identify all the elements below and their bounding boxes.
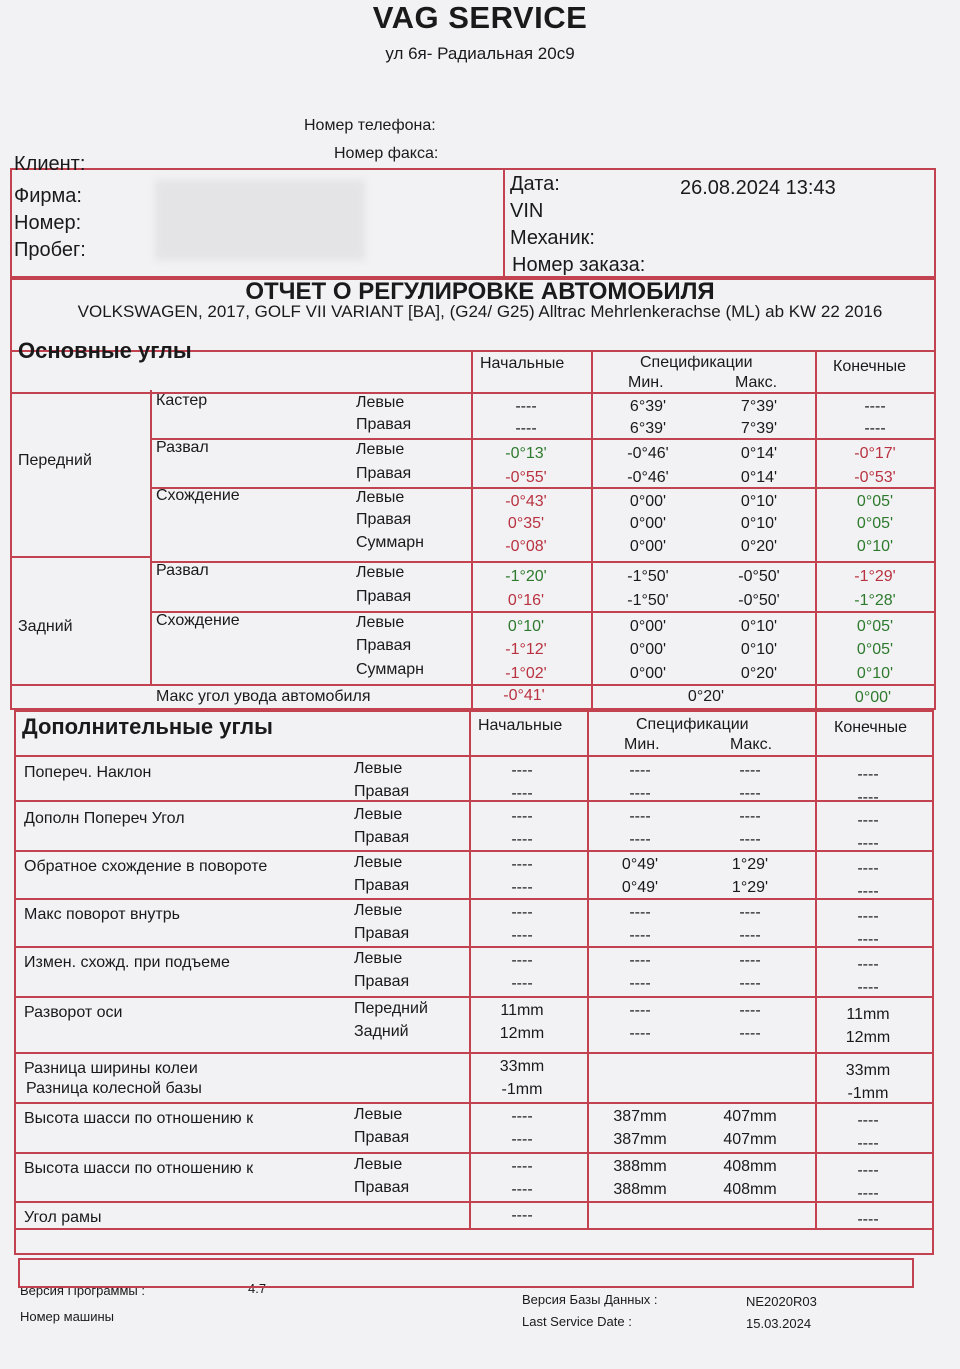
thrust-spec-value: 0°20' bbox=[687, 688, 725, 705]
order-number-label: Номер заказа: bbox=[512, 254, 646, 276]
extra-final-value: ---- bbox=[857, 1185, 879, 1202]
main-final-value: 0°05' bbox=[856, 641, 894, 658]
extra-final-value: ---- bbox=[857, 789, 879, 806]
extra-max-value: ---- bbox=[739, 808, 761, 825]
extra-group-label: Высота шасси по отношению к bbox=[24, 1160, 254, 1177]
main-side-label: Левые bbox=[356, 489, 405, 506]
main-side-label: Суммарн bbox=[356, 661, 425, 678]
main-min-value: 0°00' bbox=[629, 493, 667, 510]
main-final-value: -1°28' bbox=[854, 592, 896, 609]
main-side-label: Левые bbox=[356, 614, 405, 631]
extra-min-value: 388mm bbox=[613, 1158, 667, 1175]
main-max-value: 0°10' bbox=[740, 515, 778, 532]
extra-side-label: Правая bbox=[354, 877, 410, 894]
extra-initial-value: 12mm bbox=[499, 1025, 545, 1042]
main-min-value: 0°00' bbox=[629, 618, 667, 635]
extra-min-value: ---- bbox=[629, 1002, 651, 1019]
extra-final-value: ---- bbox=[857, 1211, 879, 1228]
redacted-area bbox=[155, 180, 365, 260]
extra-initial-value: ---- bbox=[511, 927, 533, 944]
extra-max-value: ---- bbox=[739, 975, 761, 992]
extra-group-line-3 bbox=[14, 946, 934, 948]
extra-side-label: Левые bbox=[354, 806, 403, 823]
extra-side-label: Правая bbox=[354, 1129, 410, 1146]
main-side-label: Правая bbox=[356, 465, 412, 482]
extra-final-value: ---- bbox=[857, 956, 879, 973]
extra-initial-value: ---- bbox=[511, 1181, 533, 1198]
main-max-value: 0°20' bbox=[740, 665, 778, 682]
extra-min-value: ---- bbox=[629, 927, 651, 944]
main-angles-title: Основные углы bbox=[18, 338, 192, 363]
main-side-label: Левые bbox=[356, 564, 405, 581]
main-max-value: 0°14' bbox=[740, 469, 778, 486]
main-min-value: 6°39' bbox=[629, 398, 667, 415]
program-version-value: 4.7 bbox=[248, 1281, 267, 1296]
extra-min-value: ---- bbox=[629, 762, 651, 779]
extra-max-value: ---- bbox=[739, 762, 761, 779]
main-final-value: 0°10' bbox=[856, 665, 894, 682]
extra-max-value: 1°29' bbox=[731, 879, 769, 896]
extra-max-value: 408mm bbox=[723, 1158, 777, 1175]
extra-side-label: Левые bbox=[354, 950, 403, 967]
main-col-max: Макс. bbox=[735, 374, 778, 391]
main-max-value: 0°14' bbox=[740, 445, 778, 462]
extra-max-value: 407mm bbox=[723, 1108, 777, 1125]
main-max-value: 0°10' bbox=[740, 493, 778, 510]
extra-side-label: Правая bbox=[354, 925, 410, 942]
report-title: ОТЧЕТ О РЕГУЛИРОВКЕ АВТОМОБИЛЯ bbox=[245, 278, 715, 305]
extra-final-value: 12mm bbox=[845, 1029, 891, 1046]
client-divider bbox=[503, 168, 505, 278]
main-group-line-0 bbox=[150, 438, 936, 440]
extra-max-value: 408mm bbox=[723, 1181, 777, 1198]
extra-group-label: Разница ширины колеи bbox=[24, 1060, 198, 1077]
extra-group-label: Измен. схожд. при подъеме bbox=[24, 954, 230, 971]
main-initial-value: ---- bbox=[515, 398, 537, 415]
main-initial-value: -0°13' bbox=[505, 445, 547, 462]
main-col-initial: Начальные bbox=[480, 355, 565, 372]
main-final-value: -0°17' bbox=[854, 445, 896, 462]
extra-initial-value: ---- bbox=[511, 952, 533, 969]
extra-final-value: ---- bbox=[857, 1162, 879, 1179]
extra-group-line-6 bbox=[14, 1102, 934, 1104]
main-max-value: -0°50' bbox=[738, 592, 780, 609]
extra-initial-value: ---- bbox=[511, 1108, 533, 1125]
extra-side-label: Левые bbox=[354, 902, 403, 919]
extra-final-value: ---- bbox=[857, 931, 879, 948]
extra-group-line-5 bbox=[14, 1052, 934, 1054]
extra-group-label: Макс поворот внутрь bbox=[24, 906, 180, 923]
program-version-label: Версия Программы : bbox=[20, 1283, 145, 1298]
extra-min-value: 0°49' bbox=[621, 879, 659, 896]
main-final-value: ---- bbox=[864, 420, 886, 437]
main-final-value: ---- bbox=[864, 398, 886, 415]
main-final-value: 0°05' bbox=[856, 493, 894, 510]
extra-min-value: ---- bbox=[629, 952, 651, 969]
extra-side-label: Правая bbox=[354, 829, 410, 846]
extra-initial-value: ---- bbox=[511, 856, 533, 873]
machine-number-label: Номер машины bbox=[20, 1309, 115, 1324]
fax-label: Номер факса: bbox=[334, 145, 439, 162]
firm-label: Фирма: bbox=[14, 185, 82, 207]
main-final-value: -0°53' bbox=[854, 469, 896, 486]
extra-angles-title: Дополнительные углы bbox=[22, 714, 273, 739]
extra-col-max: Макс. bbox=[730, 736, 773, 753]
main-max-value: 0°20' bbox=[740, 538, 778, 555]
col-initial-left bbox=[471, 350, 473, 710]
main-final-value: -1°29' bbox=[854, 568, 896, 585]
client-label: Клиент: bbox=[14, 153, 86, 175]
extra-initial-value: ---- bbox=[511, 1158, 533, 1175]
extra-side-label: Правая bbox=[354, 973, 410, 990]
main-initial-value: -0°55' bbox=[505, 469, 547, 486]
empty-row-frame bbox=[18, 1258, 914, 1288]
main-initial-value: -1°02' bbox=[505, 665, 547, 682]
extra-initial-value: ---- bbox=[511, 785, 533, 802]
extra-initial-value: ---- bbox=[511, 808, 533, 825]
extra-side-label: Правая bbox=[354, 783, 410, 800]
main-initial-value: ---- bbox=[515, 420, 537, 437]
main-min-value: 0°00' bbox=[629, 538, 667, 555]
extra-group-label: Попереч. Наклон bbox=[24, 764, 152, 781]
extra-final-value: -1mm bbox=[847, 1085, 889, 1102]
extra-group-line-0 bbox=[14, 800, 934, 802]
main-min-value: -1°50' bbox=[627, 568, 669, 585]
extra-max-value: ---- bbox=[739, 1025, 761, 1042]
thrust-angle-label: Макс угол увода автомобиля bbox=[156, 688, 371, 705]
extra-min-value: 0°49' bbox=[621, 856, 659, 873]
extra-group-label-2: Разница колесной базы bbox=[26, 1080, 202, 1097]
extra-min-value: ---- bbox=[629, 975, 651, 992]
extra-initial-value: ---- bbox=[511, 1207, 533, 1224]
extra-side-label: Левые bbox=[354, 1106, 403, 1123]
extra-min-value: 388mm bbox=[613, 1181, 667, 1198]
extra-max-value: ---- bbox=[739, 904, 761, 921]
extra-min-value: ---- bbox=[629, 785, 651, 802]
col-spec-left bbox=[591, 350, 593, 710]
main-side-label: Суммарн bbox=[356, 534, 425, 551]
main-min-value: 0°00' bbox=[629, 665, 667, 682]
extra-final-value: 33mm bbox=[845, 1062, 891, 1079]
thrust-final-value: 0°00' bbox=[854, 689, 892, 706]
main-subheader-line bbox=[10, 392, 936, 394]
thrust-line-top bbox=[10, 684, 936, 686]
extra-final-value: 11mm bbox=[846, 1006, 890, 1023]
extra-header-line bbox=[14, 755, 934, 757]
main-initial-value: -0°08' bbox=[505, 538, 547, 555]
extra-col-spec: Спецификации bbox=[636, 716, 749, 733]
main-max-value: -0°50' bbox=[738, 568, 780, 585]
main-initial-value: 0°10' bbox=[507, 618, 545, 635]
date-value: 26.08.2024 13:43 bbox=[680, 177, 836, 199]
main-initial-value: -0°43' bbox=[505, 493, 547, 510]
rear-axle-label: Задний bbox=[18, 618, 73, 635]
main-param-label: Схождение bbox=[156, 487, 240, 504]
db-version-label: Версия Базы Данных : bbox=[522, 1292, 658, 1307]
main-group-line-1 bbox=[150, 487, 936, 489]
extra-side-label: Левые bbox=[354, 854, 403, 871]
extra-final-value: ---- bbox=[857, 812, 879, 829]
extra-final-value: ---- bbox=[857, 908, 879, 925]
main-side-label: Левые bbox=[356, 441, 405, 458]
extra-min-value: ---- bbox=[629, 1025, 651, 1042]
extra-final-value: ---- bbox=[857, 835, 879, 852]
last-service-value: 15.03.2024 bbox=[746, 1316, 812, 1331]
extra-col-final: Конечные bbox=[834, 719, 907, 736]
front-axle-label: Передний bbox=[18, 452, 92, 469]
mechanic-label: Механик: bbox=[510, 227, 595, 249]
main-side-label: Правая bbox=[356, 588, 412, 605]
main-min-value: -1°50' bbox=[627, 592, 669, 609]
extra-final-value: ---- bbox=[857, 860, 879, 877]
main-max-value: 7°39' bbox=[740, 398, 778, 415]
main-param-label: Развал bbox=[156, 562, 209, 579]
phone-label: Номер телефона: bbox=[304, 117, 436, 134]
extra-final-value: ---- bbox=[857, 979, 879, 996]
extra-max-value: 407mm bbox=[723, 1131, 777, 1148]
main-side-label: Правая bbox=[356, 511, 412, 528]
extra-initial-value: ---- bbox=[511, 904, 533, 921]
extra-group-line-4 bbox=[14, 996, 934, 998]
extra-final-value: ---- bbox=[857, 766, 879, 783]
main-initial-value: 0°35' bbox=[507, 515, 545, 532]
main-min-value: -0°46' bbox=[627, 469, 669, 486]
extra-max-value: ---- bbox=[739, 927, 761, 944]
extra-side-label: Передний bbox=[354, 1000, 428, 1017]
extra-min-value: ---- bbox=[629, 831, 651, 848]
extra-max-value: ---- bbox=[739, 785, 761, 802]
extra-col-min: Мин. bbox=[624, 736, 660, 753]
main-final-value: 0°05' bbox=[856, 618, 894, 635]
vehicle-description: VOLKSWAGEN, 2017, GOLF VII VARIANT [BA], (G24/ G25) Alltrac Mehrlenkerachse (ML) ab KW 22 2016 bbox=[77, 302, 883, 321]
company-title: VAG SERVICE bbox=[372, 0, 588, 35]
db-version-value: NE2020R03 bbox=[746, 1294, 817, 1309]
main-col-min: Мин. bbox=[628, 374, 664, 391]
main-side-label: Правая bbox=[356, 416, 412, 433]
extra-initial-value: ---- bbox=[511, 975, 533, 992]
main-param-label: Схождение bbox=[156, 612, 240, 629]
extra-initial-value: ---- bbox=[511, 831, 533, 848]
extra-max-value: ---- bbox=[739, 1002, 761, 1019]
extra-max-value: ---- bbox=[739, 952, 761, 969]
company-address: ул 6я- Радиальная 20с9 bbox=[385, 44, 575, 63]
extra-side-label: Левые bbox=[354, 760, 403, 777]
extra-initial-value: -1mm bbox=[501, 1081, 543, 1098]
main-initial-value: -1°12' bbox=[505, 641, 547, 658]
extra-side-label: Задний bbox=[354, 1023, 409, 1040]
extra-initial-value: 33mm bbox=[499, 1058, 545, 1075]
extra-col-initial: Начальные bbox=[478, 717, 563, 734]
extra-final-value: ---- bbox=[857, 1135, 879, 1152]
main-min-value: -0°46' bbox=[627, 445, 669, 462]
front-rear-divider bbox=[10, 556, 150, 558]
main-initial-value: -1°20' bbox=[505, 568, 547, 585]
mileage-label: Пробег: bbox=[14, 239, 86, 261]
main-side-label: Правая bbox=[356, 637, 412, 654]
extra-group-line-8 bbox=[14, 1201, 934, 1203]
main-group-line-2 bbox=[150, 561, 936, 563]
main-col-final: Конечные bbox=[833, 358, 906, 375]
main-max-value: 7°39' bbox=[740, 420, 778, 437]
extra-side-label: Правая bbox=[354, 1179, 410, 1196]
extra-final-value: ---- bbox=[857, 883, 879, 900]
col-final-left bbox=[815, 350, 817, 710]
last-service-label: Last Service Date : bbox=[522, 1314, 632, 1329]
main-min-value: 0°00' bbox=[629, 641, 667, 658]
main-max-value: 0°10' bbox=[740, 641, 778, 658]
date-label: Дата: bbox=[510, 173, 560, 195]
main-param-label: Кастер bbox=[156, 392, 208, 409]
extra-min-value: ---- bbox=[629, 904, 651, 921]
main-min-value: 0°00' bbox=[629, 515, 667, 532]
number-label: Номер: bbox=[14, 212, 82, 234]
extra-initial-value: 11mm bbox=[500, 1002, 544, 1019]
extra-group-label: Угол рамы bbox=[24, 1209, 102, 1226]
extra-final-value: ---- bbox=[857, 1112, 879, 1129]
main-col-spec: Спецификации bbox=[640, 354, 753, 371]
vin-label: VIN bbox=[510, 200, 544, 222]
extra-group-label: Дополн Попереч Угол bbox=[24, 810, 185, 827]
extra-max-value: 1°29' bbox=[731, 856, 769, 873]
extra-group-label: Разворот оси bbox=[24, 1004, 123, 1021]
extra-min-value: 387mm bbox=[613, 1131, 667, 1148]
extra-group-line-2 bbox=[14, 898, 934, 900]
main-initial-value: 0°16' bbox=[507, 592, 545, 609]
extra-min-value: ---- bbox=[629, 808, 651, 825]
extra-side-label: Левые bbox=[354, 1156, 403, 1173]
main-max-value: 0°10' bbox=[740, 618, 778, 635]
extra-group-line-9 bbox=[14, 1228, 934, 1230]
extra-min-value: 387mm bbox=[613, 1108, 667, 1125]
main-final-value: 0°05' bbox=[856, 515, 894, 532]
extra-max-value: ---- bbox=[739, 831, 761, 848]
col-param-left bbox=[150, 390, 152, 685]
main-group-line-3 bbox=[150, 611, 936, 613]
extra-group-label: Высота шасси по отношению к bbox=[24, 1110, 254, 1127]
extra-group-line-1 bbox=[14, 850, 934, 852]
main-param-label: Развал bbox=[156, 439, 209, 456]
extra-initial-value: ---- bbox=[511, 762, 533, 779]
extra-group-label: Обратное схождение в повороте bbox=[24, 858, 268, 875]
thrust-initial-value: -0°41' bbox=[503, 687, 545, 704]
main-side-label: Левые bbox=[356, 394, 405, 411]
extra-group-line-7 bbox=[14, 1152, 934, 1154]
main-final-value: 0°10' bbox=[856, 538, 894, 555]
extra-initial-value: ---- bbox=[511, 879, 533, 896]
extra-initial-value: ---- bbox=[511, 1131, 533, 1148]
main-min-value: 6°39' bbox=[629, 420, 667, 437]
